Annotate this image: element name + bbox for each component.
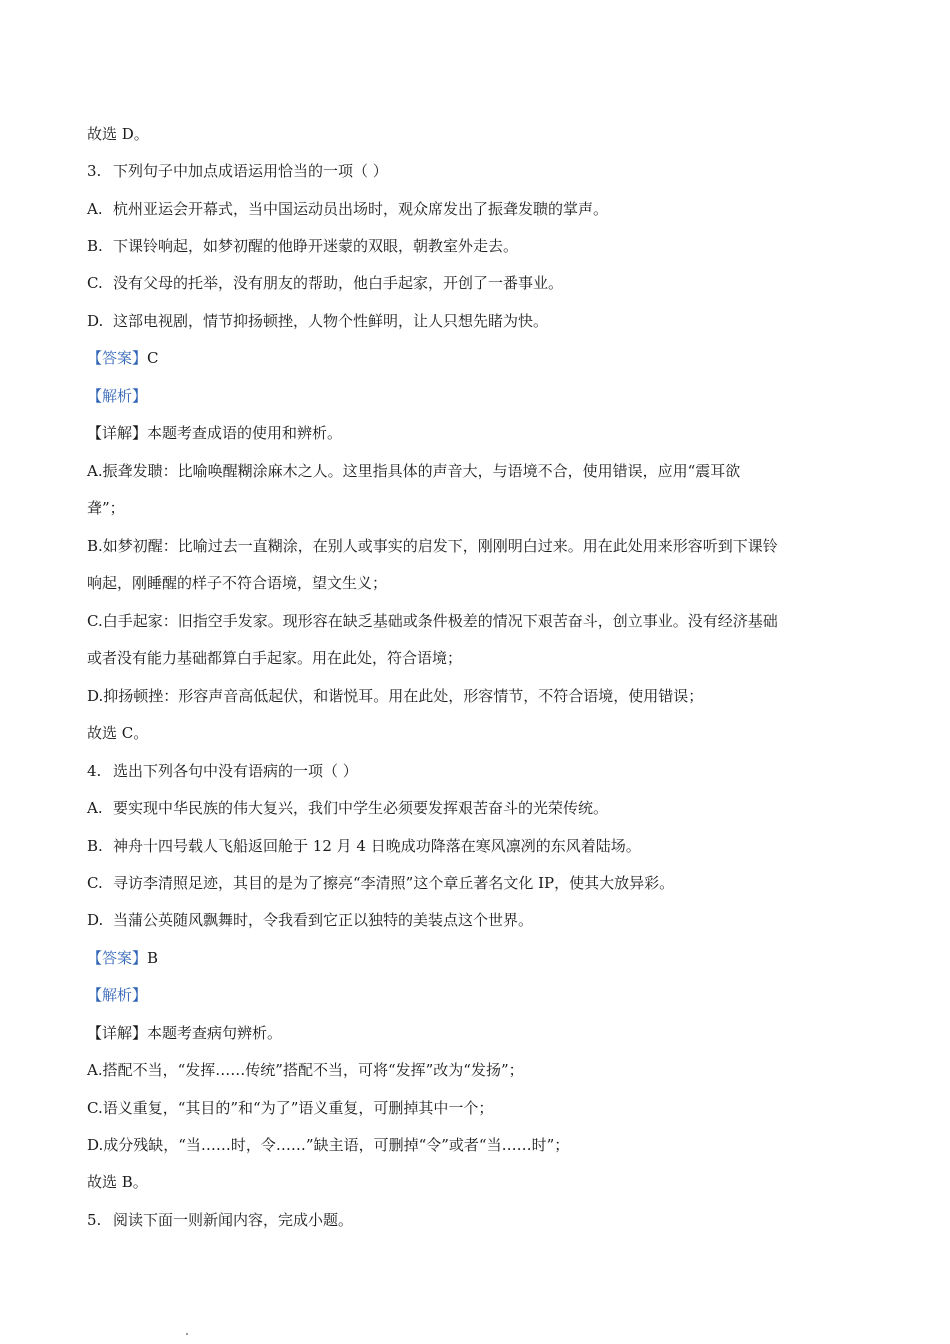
question-text: 下列句子中加点成语运用恰当的一项（ ） <box>113 162 388 180</box>
question-3-explanation-d: D.抑扬顿挫：形容声音高低起伏，和谐悦耳。用在此处，形容情节，不符合语境，使用错误； <box>87 687 704 705</box>
question-4-option-d <box>87 910 877 930</box>
option-text: 神舟十四号载人飞船返回舱于 12 月 4 日晚成功降落在寒风凛冽的东风着陆场。 <box>113 837 641 855</box>
answer-tag: 【答案】 <box>87 949 148 967</box>
question-3-option-b <box>87 236 877 256</box>
question-5-stem <box>87 1210 877 1230</box>
question-4-option-b <box>87 836 877 856</box>
question-text: 选出下列各句中没有语病的一项（ ） <box>113 762 358 780</box>
question-3-explanation-a-line1: A.振聋发聩：比喻唤醒糊涂麻木之人。这里指具体的声音大，与语境不合，使用错误，应用“震耳欲 <box>87 462 741 480</box>
previous-conclusion: 故选 D。 <box>87 125 149 143</box>
footer-mark <box>186 1333 188 1335</box>
option-text: 没有父母的托举，没有朋友的帮助，他白手起家，开创了一番事业。 <box>113 274 564 292</box>
answer-value: B <box>147 949 159 967</box>
question-3-explanation-b-line1: B.如梦初醒：比喻过去一直糊涂，在别人或事实的启发下，刚刚明白过来。用在此处用来形容听到下课铃 <box>87 537 778 555</box>
option-text: 寻访李清照足迹，其目的是为了擦亮“李清照”这个章丘著名文化 IP，使其大放异彩。 <box>113 874 675 892</box>
question-number: 4. <box>87 762 102 780</box>
question-3-explanation-a-line2: 聋”； <box>87 499 125 517</box>
option-label: B. <box>87 237 103 255</box>
question-4-option-c <box>87 873 877 893</box>
question-4-conclusion: 故选 B。 <box>87 1173 148 1191</box>
question-3-explanation-c-line1: C.白手起家：旧指空手发家。现形容在缺乏基础或条件极差的情况下艰苦奋斗，创立事业。没有经济基础 <box>87 612 778 630</box>
option-text: 当蒲公英随风飘舞时，令我看到它正以独特的美装点这个世界。 <box>113 911 534 929</box>
question-3-option-c <box>87 273 877 293</box>
answer-tag: 【答案】 <box>87 349 148 367</box>
question-3-explanation-c-line2: 或者没有能力基础都算白手起家。用在此处，符合语境； <box>87 649 463 667</box>
option-text: 要实现中华民族的伟大复兴，我们中学生必须要发挥艰苦奋斗的光荣传统。 <box>113 799 609 817</box>
question-number: 3. <box>87 162 102 180</box>
option-text: 下课铃响起，如梦初醒的他睁开迷蒙的双眼，朝教室外走去。 <box>113 237 519 255</box>
question-4-explanation-c: C.语义重复，“其目的”和“为了”语义重复，可删掉其中一个； <box>87 1099 494 1117</box>
analysis-tag: 【解析】 <box>87 387 148 405</box>
option-label: D. <box>87 911 104 929</box>
option-label: A. <box>87 799 103 817</box>
question-4-explanation-d: D.成分残缺，“当……时，令……”缺主语，可删掉“令”或者“当……时”； <box>87 1136 570 1154</box>
option-text: 杭州亚运会开幕式，当中国运动员出场时，观众席发出了振聋发聩的掌声。 <box>113 200 609 218</box>
option-label: A. <box>87 200 103 218</box>
option-text: 这部电视剧，情节抑扬顿挫，人物个性鲜明，让人只想先睹为快。 <box>113 312 549 330</box>
question-4-stem <box>87 761 877 781</box>
option-label: C. <box>87 874 103 892</box>
question-4-detail: 【详解】本题考查病句辨析。 <box>87 1024 283 1042</box>
analysis-tag: 【解析】 <box>87 986 148 1004</box>
question-4-option-a <box>87 798 877 818</box>
question-3-detail: 【详解】本题考查成语的使用和辨析。 <box>87 424 343 442</box>
question-3-stem <box>87 161 877 181</box>
question-4-answer <box>87 948 877 968</box>
question-4-analysis-tag <box>87 985 877 1005</box>
question-text: 阅读下面一则新闻内容，完成小题。 <box>113 1211 354 1229</box>
question-3-option-d <box>87 311 877 331</box>
question-3-explanation-b-line2: 响起，刚睡醒的样子不符合语境，望文生义； <box>87 574 388 592</box>
option-label: D. <box>87 312 104 330</box>
question-3-analysis-tag <box>87 386 877 406</box>
question-4-explanation-a: A.搭配不当，“发挥……传统”搭配不当，可将“发挥”改为“发扬”； <box>87 1061 524 1079</box>
question-3-option-a <box>87 199 877 219</box>
answer-value: C <box>147 349 159 367</box>
question-3-conclusion: 故选 C。 <box>87 724 149 742</box>
question-3-answer <box>87 348 877 368</box>
option-label: B. <box>87 837 103 855</box>
question-number: 5. <box>87 1211 102 1229</box>
option-label: C. <box>87 274 103 292</box>
